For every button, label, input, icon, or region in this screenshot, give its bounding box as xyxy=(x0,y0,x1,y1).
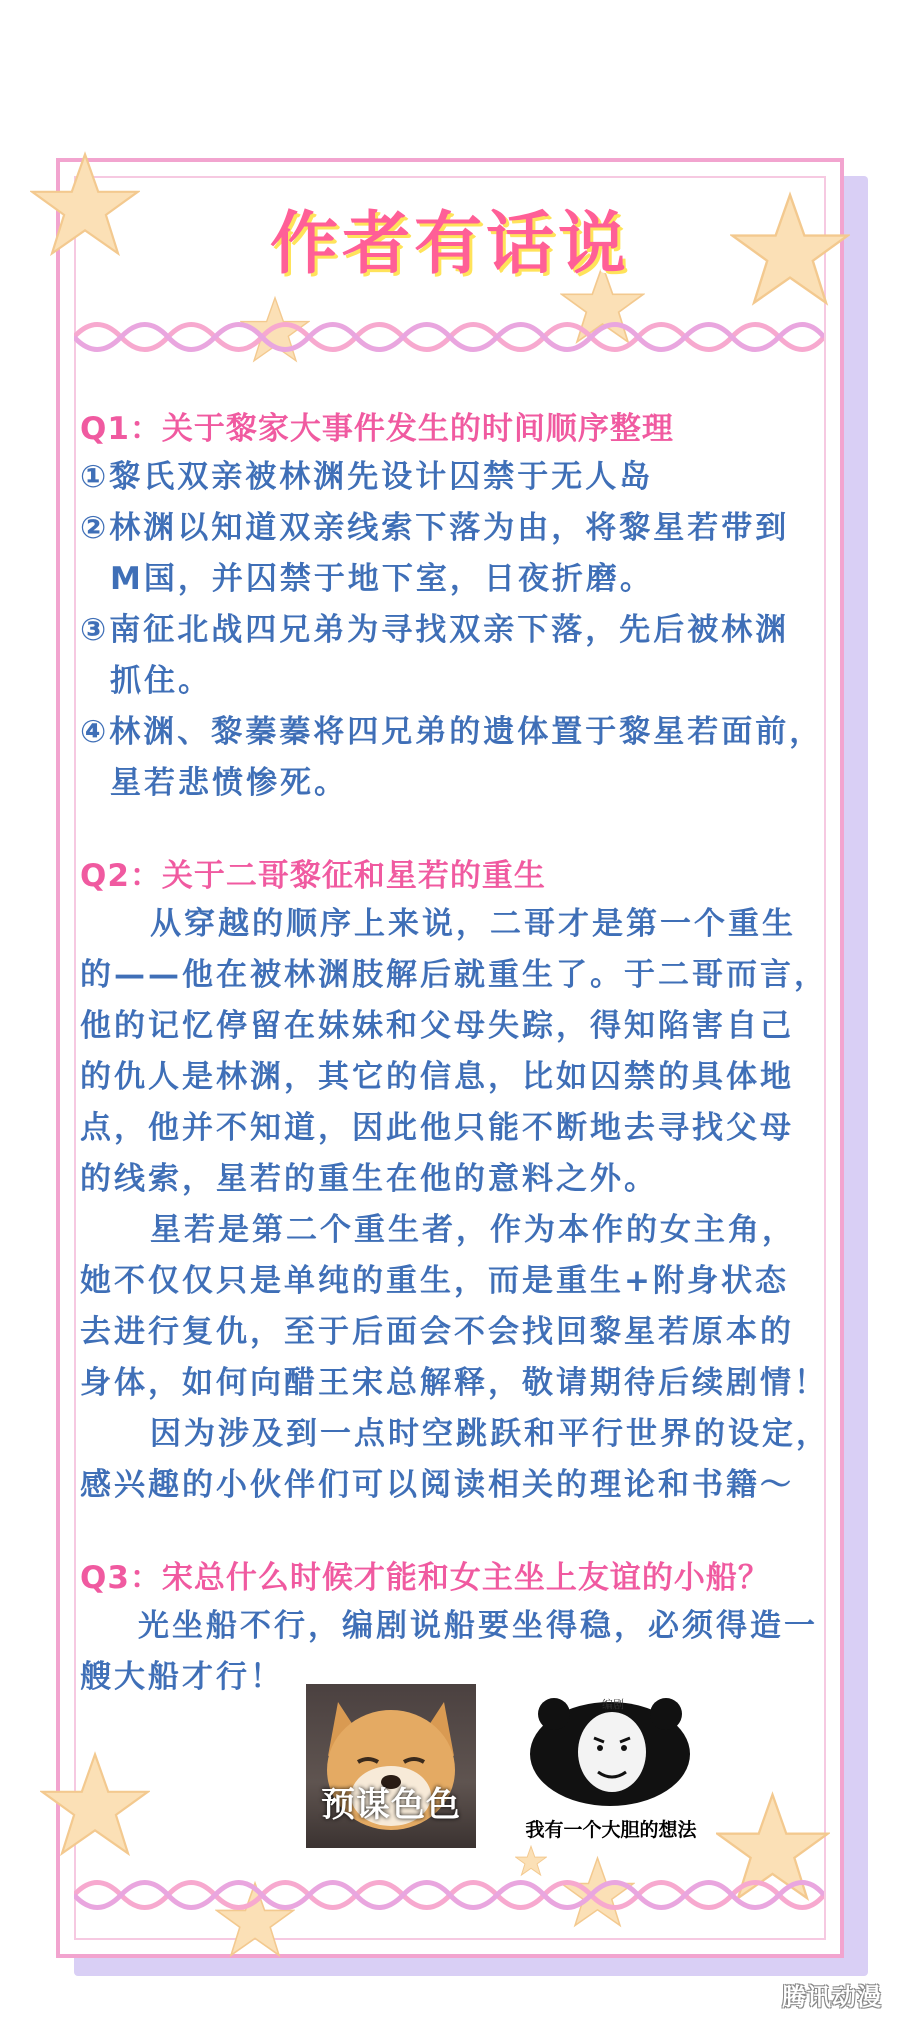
q2-line: 因为涉及到一点时空跳跃和平行世界的设定， xyxy=(150,1416,830,1452)
q1-heading: Q1：关于黎家大事件发生的时间顺序整理 xyxy=(80,411,674,447)
panda-tag: 编剧 xyxy=(602,1698,624,1711)
q2-line: 身体，如何向醋王宋总解释，敬请期待后续剧情！ xyxy=(80,1365,828,1401)
panda-caption: 我有一个大胆的想法 xyxy=(525,1819,697,1841)
q2-line: 她不仅仅只是单纯的重生，而是重生+附身状态 xyxy=(80,1263,789,1299)
q1-line: ①黎氏双亲被林渊先设计囚禁于无人岛 xyxy=(80,459,654,495)
shiba-caption: 预谋色色 xyxy=(321,1785,461,1825)
wave-divider-top xyxy=(74,312,824,362)
q1-line: 星若悲愤惨死。 xyxy=(110,765,348,801)
q1-line: 抓住。 xyxy=(110,663,212,699)
q2-line: 的线索，星若的重生在他的意料之外。 xyxy=(80,1161,658,1197)
wave-divider-bottom xyxy=(74,1870,824,1920)
q2-line: 从穿越的顺序上来说，二哥才是第一个重生 xyxy=(150,906,796,942)
article-body xyxy=(80,406,830,1703)
q2-line: 点，他并不知道，因此他只能不断地去寻找父母 xyxy=(80,1110,794,1146)
shiba-meme-image xyxy=(306,1684,476,1848)
star-icon xyxy=(40,1750,150,1860)
q1-line: ③南征北战四兄弟为寻找双亲下落，先后被林渊 xyxy=(80,612,790,648)
q3-line: 光坐船不行，编剧说船要坐得稳，必须得造一 xyxy=(138,1608,818,1644)
watermark-logo: 腾讯动漫 xyxy=(782,1983,882,2011)
panda-meme-image xyxy=(506,1692,716,1842)
q1-line: M国，并囚禁于地下室，日夜折磨。 xyxy=(110,561,654,597)
q1-line: ②林渊以知道双亲线索下落为由，将黎星若带到 xyxy=(80,510,790,546)
q2-line: 星若是第二个重生者，作为本作的女主角， xyxy=(150,1212,796,1248)
q2-line: 的——他在被林渊肢解后就重生了。于二哥而言， xyxy=(80,957,828,993)
q2-line: 他的记忆停留在妹妹和父母失踪，得知陷害自己 xyxy=(80,1008,794,1044)
q3-heading: Q3：宋总什么时候才能和女主坐上友谊的小船？ xyxy=(80,1560,770,1596)
page-title: 作者有话说 xyxy=(269,205,630,284)
q2-heading: Q2：关于二哥黎征和星若的重生 xyxy=(80,858,546,894)
q3-line: 艘大船才行！ xyxy=(80,1659,284,1695)
q2-line: 的仇人是林渊，其它的信息，比如囚禁的具体地 xyxy=(80,1059,794,1095)
q1-line: ④林渊、黎蓁蓁将四兄弟的遗体置于黎星若面前， xyxy=(80,714,824,750)
title-area xyxy=(0,190,900,287)
q2-line: 去进行复仇，至于后面会不会找回黎星若原本的 xyxy=(80,1314,794,1350)
q2-line: 感兴趣的小伙伴们可以阅读相关的理论和书籍～ xyxy=(80,1467,794,1503)
